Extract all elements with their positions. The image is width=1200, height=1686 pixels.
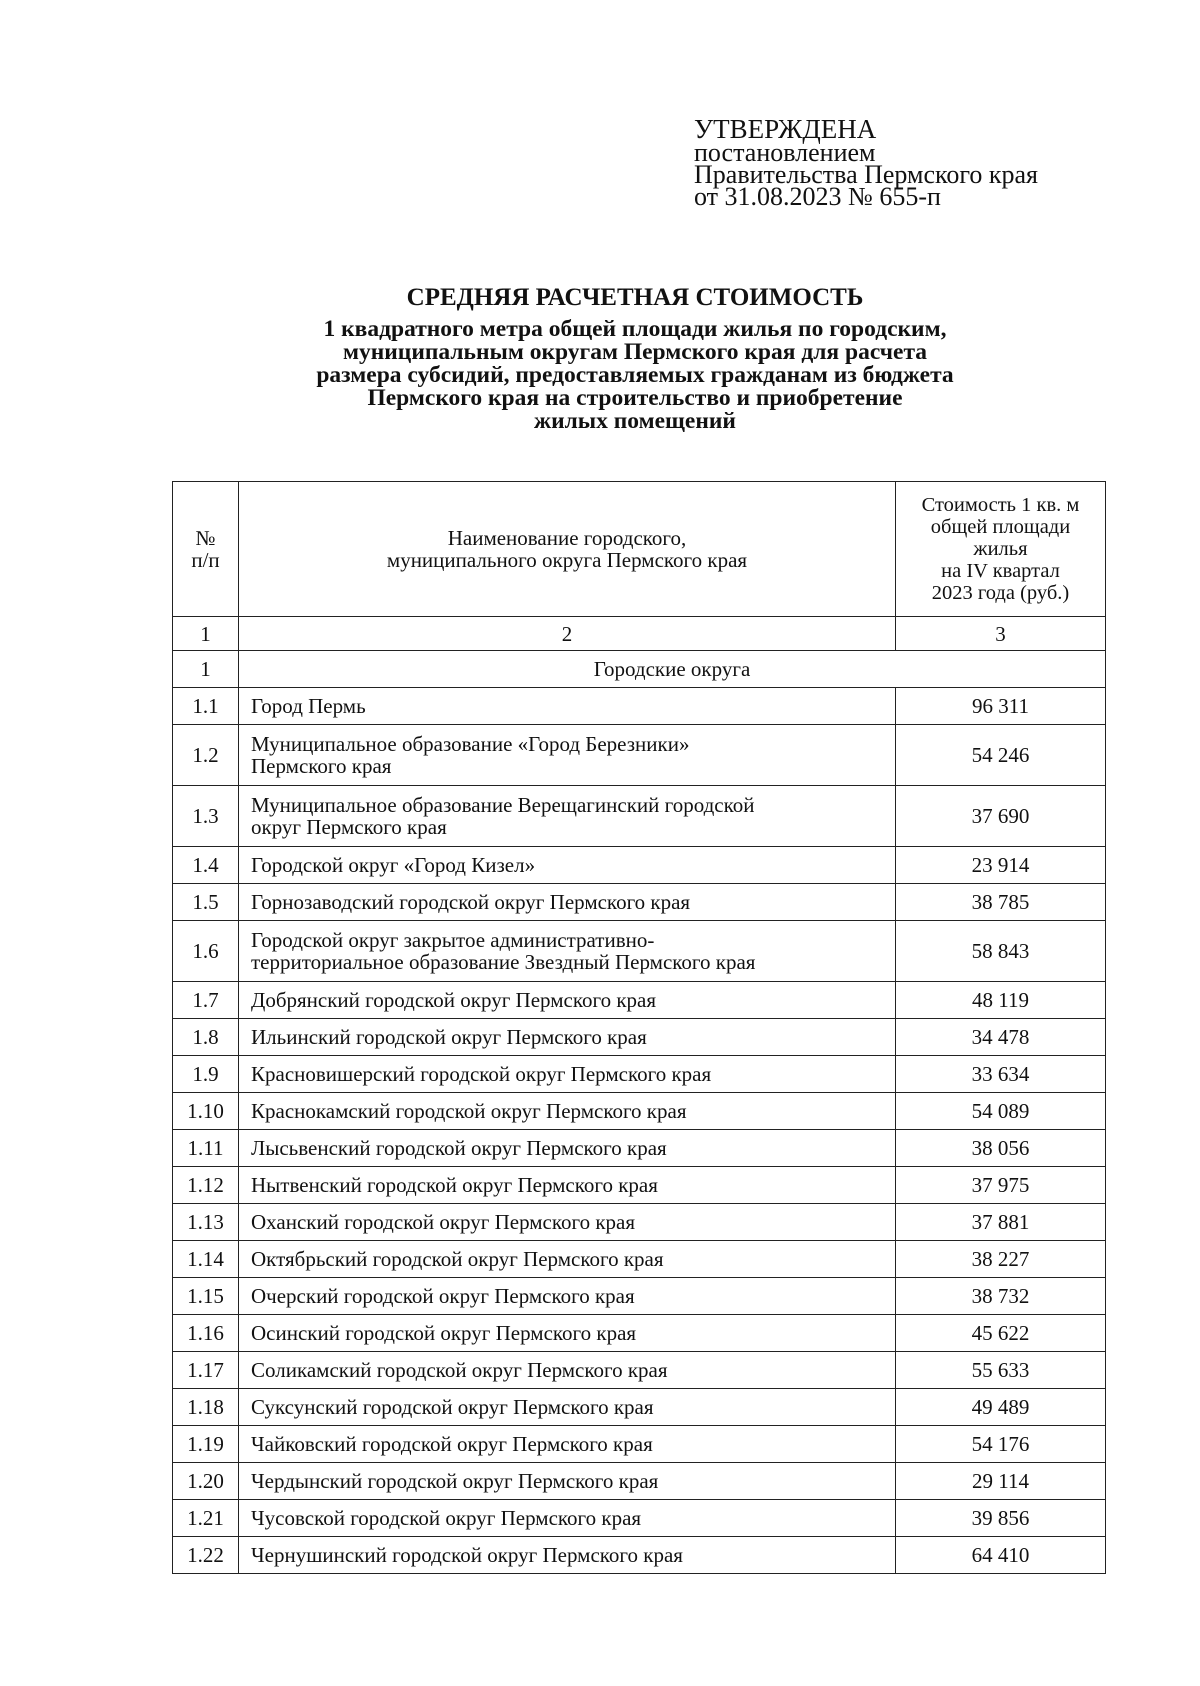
district-name-line: Краснокамский городской округ Пермского края — [251, 1099, 687, 1123]
district-name-line: территориальное образование Звездный Пермского края — [251, 950, 756, 974]
row-number: 1.4 — [173, 847, 239, 884]
row-number: 1.18 — [173, 1389, 239, 1426]
table-row — [173, 688, 1106, 725]
district-name-line: Городской округ закрытое административно- — [251, 928, 655, 952]
row-number: 1.1 — [173, 688, 239, 725]
district-name-line: Чайковский городской округ Пермского края — [251, 1432, 653, 1456]
header-name: Наименование городского, муниципального округа Пермского края — [239, 482, 896, 617]
table-row — [173, 1500, 1106, 1537]
district-name-line: округ Пермского края — [251, 815, 447, 839]
district-name-line: Чернушинский городской округ Пермского края — [251, 1543, 683, 1567]
table-header-row — [173, 482, 1106, 617]
district-name — [239, 982, 896, 1019]
district-name — [239, 725, 896, 786]
row-number: 1.10 — [173, 1093, 239, 1130]
district-name — [239, 1500, 896, 1537]
approval-line: Правительства Пермского края — [694, 160, 1038, 189]
group-label: Городские округа — [239, 651, 1106, 688]
row-number: 1.5 — [173, 884, 239, 921]
district-name — [239, 1241, 896, 1278]
row-number: 1.2 — [173, 725, 239, 786]
cost-value: 29 114 — [896, 1463, 1106, 1500]
cost-value: 37 975 — [896, 1167, 1106, 1204]
district-name-line: Очерский городской округ Пермского края — [251, 1284, 635, 1308]
row-number: 1.14 — [173, 1241, 239, 1278]
table-row — [173, 1426, 1106, 1463]
district-name-line: Пермского края — [251, 754, 392, 778]
table-row — [173, 1056, 1106, 1093]
row-number: 1.8 — [173, 1019, 239, 1056]
district-name-line: Добрянский городской округ Пермского края — [251, 988, 656, 1012]
subtitle-line: 1 квадратного метра общей площади жилья по городским, — [323, 316, 947, 342]
row-number: 1.22 — [173, 1537, 239, 1574]
column-number-row — [173, 617, 1106, 651]
column-number: 2 — [239, 617, 896, 651]
cost-value: 37 690 — [896, 786, 1106, 847]
district-name-line: Городской округ «Город Кизел» — [251, 853, 536, 877]
district-name — [239, 1537, 896, 1574]
approval-line: постановлением — [694, 138, 876, 167]
district-name-line: Соликамский городской округ Пермского края — [251, 1358, 668, 1382]
district-name — [239, 847, 896, 884]
district-name-line: Оханский городской округ Пермского края — [251, 1210, 636, 1234]
district-name — [239, 884, 896, 921]
column-number: 3 — [896, 617, 1106, 651]
subtitle-line: жилых помещений — [534, 408, 736, 434]
cost-value: 45 622 — [896, 1315, 1106, 1352]
table-row — [173, 921, 1106, 982]
district-name — [239, 1093, 896, 1130]
header-number: № п/п — [173, 482, 239, 617]
row-number: 1.12 — [173, 1167, 239, 1204]
group-number: 1 — [173, 651, 239, 688]
document-title — [160, 282, 1110, 433]
row-number: 1.6 — [173, 921, 239, 982]
cost-value: 48 119 — [896, 982, 1106, 1019]
approval-stamp — [694, 114, 1038, 211]
row-number: 1.7 — [173, 982, 239, 1019]
district-name — [239, 786, 896, 847]
table-row — [173, 982, 1106, 1019]
cost-value: 37 881 — [896, 1204, 1106, 1241]
table-row — [173, 725, 1106, 786]
table-row — [173, 1167, 1106, 1204]
district-name — [239, 1019, 896, 1056]
district-name — [239, 688, 896, 725]
row-number: 1.17 — [173, 1352, 239, 1389]
table-row — [173, 1019, 1106, 1056]
district-name-line: Нытвенский городской округ Пермского края — [251, 1173, 658, 1197]
row-number: 1.15 — [173, 1278, 239, 1315]
district-name-line: Чердынский городской округ Пермского края — [251, 1469, 659, 1493]
column-number: 1 — [173, 617, 239, 651]
cost-value: 49 489 — [896, 1389, 1106, 1426]
row-number: 1.3 — [173, 786, 239, 847]
cost-value: 34 478 — [896, 1019, 1106, 1056]
district-name — [239, 1204, 896, 1241]
district-name-line: Город Пермь — [251, 694, 366, 718]
district-name — [239, 1389, 896, 1426]
cost-table — [172, 481, 1106, 1574]
row-number: 1.16 — [173, 1315, 239, 1352]
table-row — [173, 847, 1106, 884]
title-main: СРЕДНЯЯ РАСЧЕТНАЯ СТОИМОСТЬ — [406, 284, 864, 311]
district-name-line: Чусовской городской округ Пермского края — [251, 1506, 642, 1530]
cost-value: 96 311 — [896, 688, 1106, 725]
row-number: 1.21 — [173, 1500, 239, 1537]
cost-value: 38 732 — [896, 1278, 1106, 1315]
table-row — [173, 1315, 1106, 1352]
table-row — [173, 1389, 1106, 1426]
cost-value: 55 633 — [896, 1352, 1106, 1389]
cost-value: 38 227 — [896, 1241, 1106, 1278]
table-row — [173, 1241, 1106, 1278]
row-number: 1.11 — [173, 1130, 239, 1167]
table-row — [173, 884, 1106, 921]
cost-value: 33 634 — [896, 1056, 1106, 1093]
title-subtitle — [160, 318, 1110, 433]
cost-value: 23 914 — [896, 847, 1106, 884]
row-number: 1.9 — [173, 1056, 239, 1093]
group-row — [173, 651, 1106, 688]
district-name — [239, 1278, 896, 1315]
subtitle-line: размера субсидий, предоставляемых гражданам из бюджета — [316, 362, 954, 388]
cost-value: 58 843 — [896, 921, 1106, 982]
row-number: 1.13 — [173, 1204, 239, 1241]
district-name — [239, 1167, 896, 1204]
approval-heading: УТВЕРЖДЕНА — [694, 114, 877, 144]
cost-value: 38 056 — [896, 1130, 1106, 1167]
district-name-line: Октябрьский городской округ Пермского края — [251, 1247, 664, 1271]
district-name — [239, 1130, 896, 1167]
approval-line: от 31.08.2023 № 655-п — [694, 182, 941, 211]
district-name-line: Осинский городской округ Пермского края — [251, 1321, 637, 1345]
row-number: 1.20 — [173, 1463, 239, 1500]
district-name-line: Красновишерский городской округ Пермского края — [251, 1062, 712, 1086]
district-name — [239, 1056, 896, 1093]
table-row — [173, 1352, 1106, 1389]
cost-value: 54 089 — [896, 1093, 1106, 1130]
cost-value: 64 410 — [896, 1537, 1106, 1574]
cost-value: 54 176 — [896, 1426, 1106, 1463]
subtitle-line: муниципальным округам Пермского края для расчета — [342, 339, 928, 365]
table-row — [173, 1463, 1106, 1500]
header-cost: Стоимость 1 кв. м общей площади жилья на IV квартал 2023 года (руб.) — [896, 482, 1106, 617]
subtitle-line: Пермского края на строительство и приобретение — [367, 385, 903, 411]
district-name-line: Лысьвенский городской округ Пермского края — [251, 1136, 667, 1160]
table-row — [173, 1093, 1106, 1130]
table-row — [173, 1537, 1106, 1574]
table-row — [173, 1278, 1106, 1315]
table-row — [173, 1130, 1106, 1167]
district-name — [239, 921, 896, 982]
district-name-line: Суксунский городской округ Пермского края — [251, 1395, 654, 1419]
cost-value: 54 246 — [896, 725, 1106, 786]
district-name — [239, 1315, 896, 1352]
district-name — [239, 1426, 896, 1463]
cost-value: 38 785 — [896, 884, 1106, 921]
district-name — [239, 1352, 896, 1389]
table-row — [173, 1204, 1106, 1241]
table-row — [173, 786, 1106, 847]
cost-value: 39 856 — [896, 1500, 1106, 1537]
district-name-line: Муниципальное образование Верещагинский городской — [251, 793, 755, 817]
district-name-line: Муниципальное образование «Город Березники» — [251, 732, 690, 756]
district-name-line: Горнозаводский городской округ Пермского края — [251, 890, 691, 914]
district-name-line: Ильинский городской округ Пермского края — [251, 1025, 647, 1049]
row-number: 1.19 — [173, 1426, 239, 1463]
district-name — [239, 1463, 896, 1500]
